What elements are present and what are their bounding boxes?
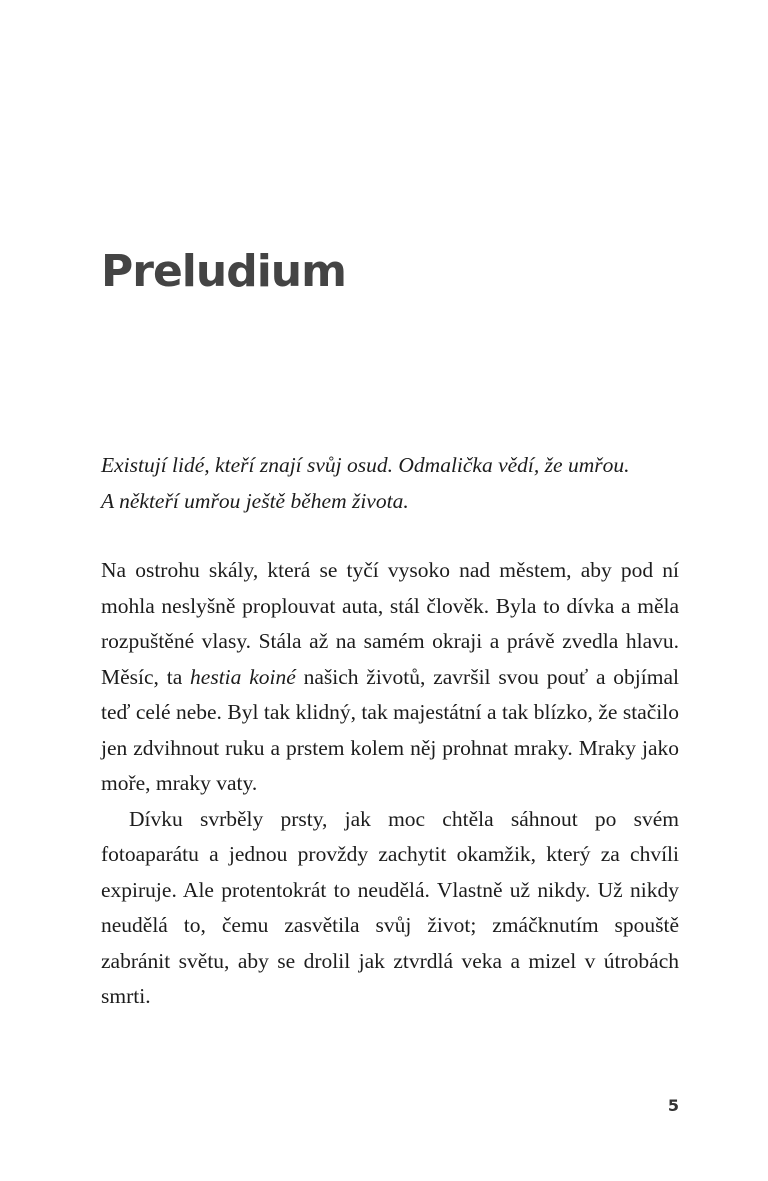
emphasis-text: hestia koiné	[190, 664, 296, 689]
paragraph-text: Na ostrohu skály, která se tyčí vysoko nad městem, aby pod ní mohla neslyšně proplouvat auta, stál člověk. Byla to dívka a měla rozpuštěné vlasy. Stála až na samém okraji a právě zvedla hlavu. Měsíc, ta	[101, 558, 679, 689]
paragraph: Dívku svrběly prsty, jak moc chtěla sáhnout po svém fotoaparátu a jednou provždy zachytit okamžik, který za chvíli expiruje. Ale protentokrát to neudělá. Vlastně už nikdy. Už nikdy neudělá to, čemu zasvětila svůj život; zmáčknutím spouště zabránit světu, aby se drolil jak ztvrdlá veka a mizel v útrobách smrti.	[101, 806, 679, 1008]
epigraph	[101, 448, 679, 519]
epigraph-line: Existují lidé, kteří znají svůj osud. Odmalička vědí, že umřou.	[101, 453, 630, 477]
paragraph-text: našich životů, završil svou pouť a objímal teď celé nebe. Byl tak klidný, tak majestátní a tak blízko, že stačilo jen zdvihnout ruku a prstem kolem něj prohnat mraky. Mraky jako moře, mraky vaty.	[101, 664, 679, 795]
body-text	[101, 553, 679, 1015]
chapter-title: Preludium	[101, 246, 346, 297]
epigraph-line: A někteří umřou ještě během života.	[101, 488, 409, 513]
page-number: 5	[667, 1096, 679, 1115]
paragraph	[101, 553, 679, 802]
